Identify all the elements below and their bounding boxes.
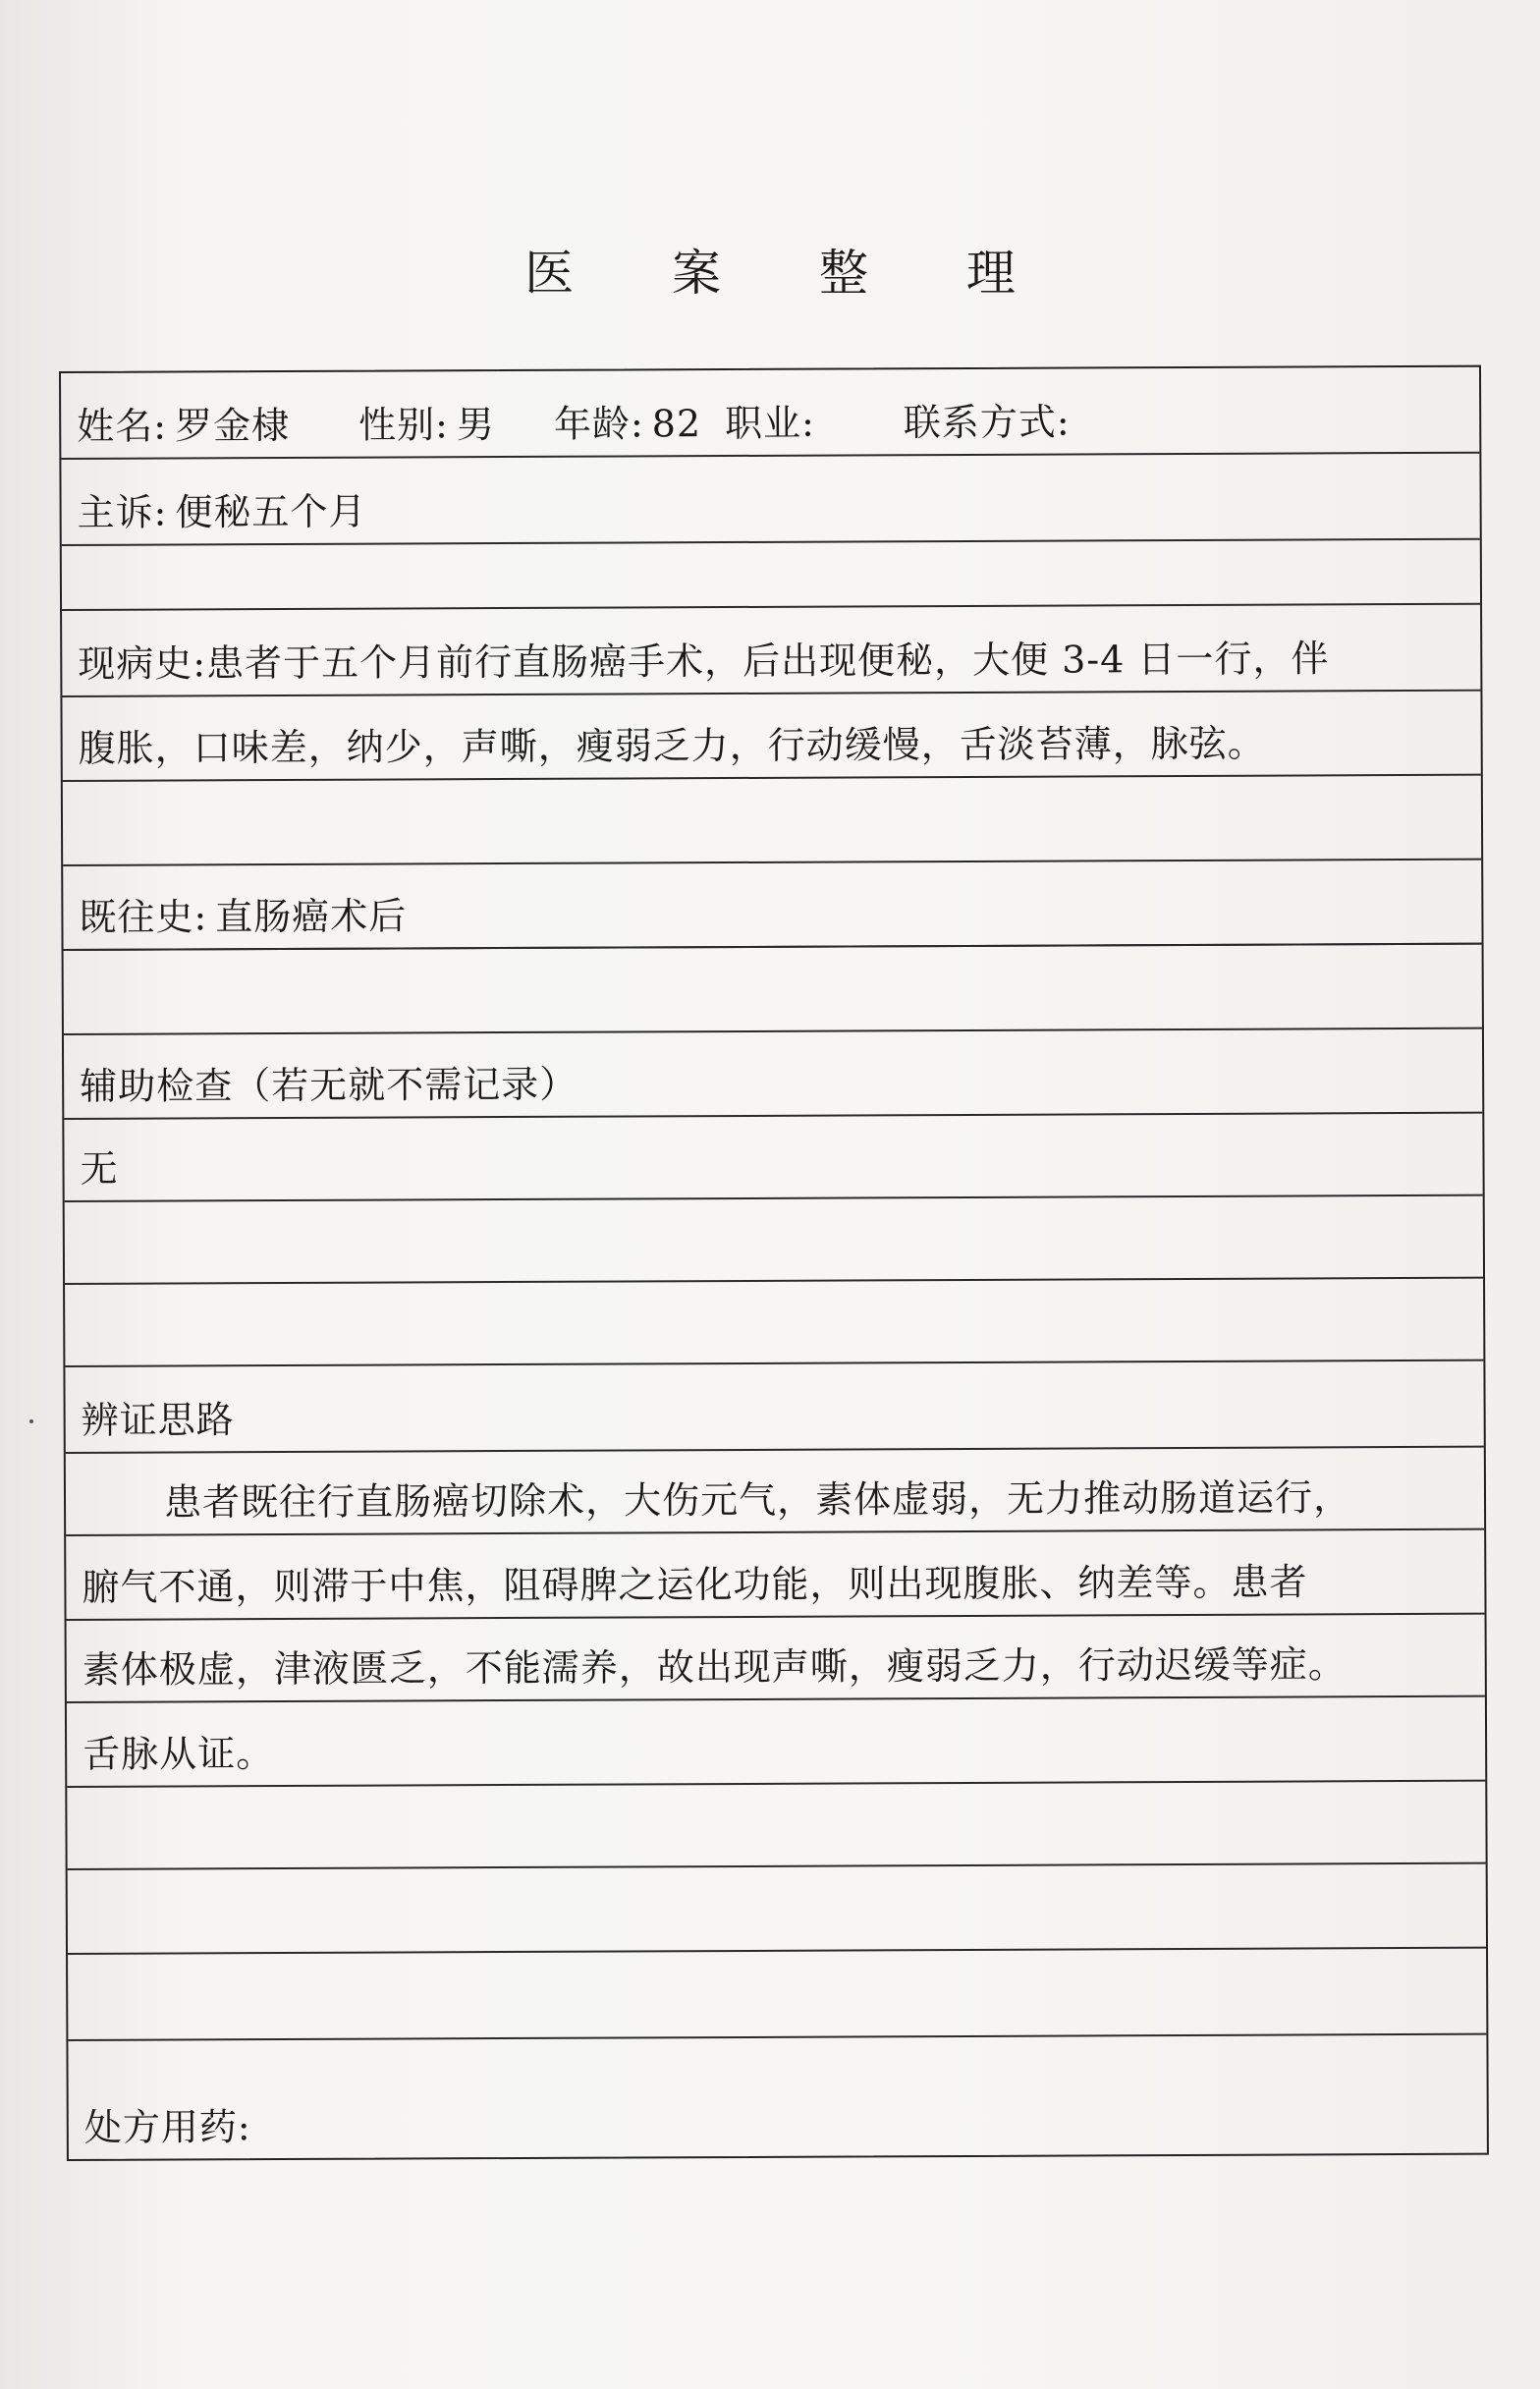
medical-record-form	[59, 365, 1489, 2161]
auxiliary-exam-text: 无	[80, 1146, 119, 1191]
blank-row	[67, 1782, 1485, 1870]
differentiation-line-row	[66, 1530, 1484, 1621]
past-history-text: 直肠癌术后	[215, 894, 408, 939]
auxiliary-exam-label: 辅助检查（若无就不需记录）	[80, 1062, 578, 1108]
differentiation-label: 辨证思路	[81, 1398, 235, 1442]
differentiation-line-row	[66, 1448, 1484, 1536]
blank-row	[63, 776, 1481, 866]
blank-row	[68, 1949, 1486, 2041]
blank-row	[68, 1864, 1486, 1955]
patient-info	[77, 392, 1071, 450]
speck	[29, 1419, 33, 1423]
present-illness-row	[62, 692, 1480, 782]
blank-row	[64, 945, 1482, 1035]
differentiation-line: 舌脉从证。	[82, 1732, 275, 1776]
prescription-row	[68, 2035, 1487, 2159]
present-illness-row	[62, 605, 1480, 697]
blank-row	[62, 540, 1480, 611]
blank-row	[65, 1196, 1483, 1285]
patient-name: 罗金棣	[174, 403, 291, 448]
auxiliary-exam-row	[64, 1029, 1482, 1120]
prescription-label: 处方用药:	[83, 2105, 251, 2149]
sex-label: 性别:	[358, 403, 449, 447]
differentiation-line-row	[67, 1615, 1485, 1703]
patient-info-row	[61, 367, 1479, 460]
differentiation-line: 腑气不通，则滞于中焦，阻碍脾之运化功能，则出现腹胀、纳差等。患者	[82, 1560, 1308, 1609]
auxiliary-exam-value-row	[64, 1114, 1482, 1202]
differentiation-row	[65, 1361, 1483, 1454]
patient-sex: 男	[456, 403, 495, 447]
past-history	[79, 885, 407, 940]
present-illness-label: 现病史:	[78, 641, 207, 686]
chief-complaint-row	[61, 454, 1479, 546]
occupation-label: 职业:	[724, 401, 815, 446]
chief-complaint	[77, 481, 366, 536]
present-illness-line: 腹胀，口味差，纳少，声嘶，瘦弱乏力，行动缓慢，舌淡苔薄，脉弦。	[78, 721, 1266, 770]
present-illness-line	[78, 628, 1329, 688]
page-title: 医 案 整 理	[524, 245, 1057, 302]
chief-complaint-label: 主诉:	[77, 490, 168, 534]
name-label: 姓名:	[77, 404, 168, 448]
age-label: 年龄:	[553, 402, 644, 446]
past-history-row	[63, 861, 1481, 951]
past-history-label: 既往史:	[79, 895, 208, 939]
differentiation-line: 患者既往行直肠癌切除术，大伤元气，素体虚弱，无力推动肠道运行，	[163, 1475, 1352, 1525]
blank-row	[65, 1279, 1483, 1367]
present-illness-text: 患者于五个月前行直肠癌手术，后出现便秘，大便 3-4 日一行，伴	[206, 637, 1330, 686]
differentiation-line-row	[67, 1697, 1485, 1788]
chief-complaint-text: 便秘五个月	[175, 489, 367, 534]
patient-age: 82	[651, 402, 702, 446]
contact-label: 联系方式:	[903, 400, 1071, 445]
differentiation-line: 素体极虚，津液匮乏，不能濡养，故出现声嘶，瘦弱乏力，行动迟缓等症。	[82, 1642, 1347, 1692]
